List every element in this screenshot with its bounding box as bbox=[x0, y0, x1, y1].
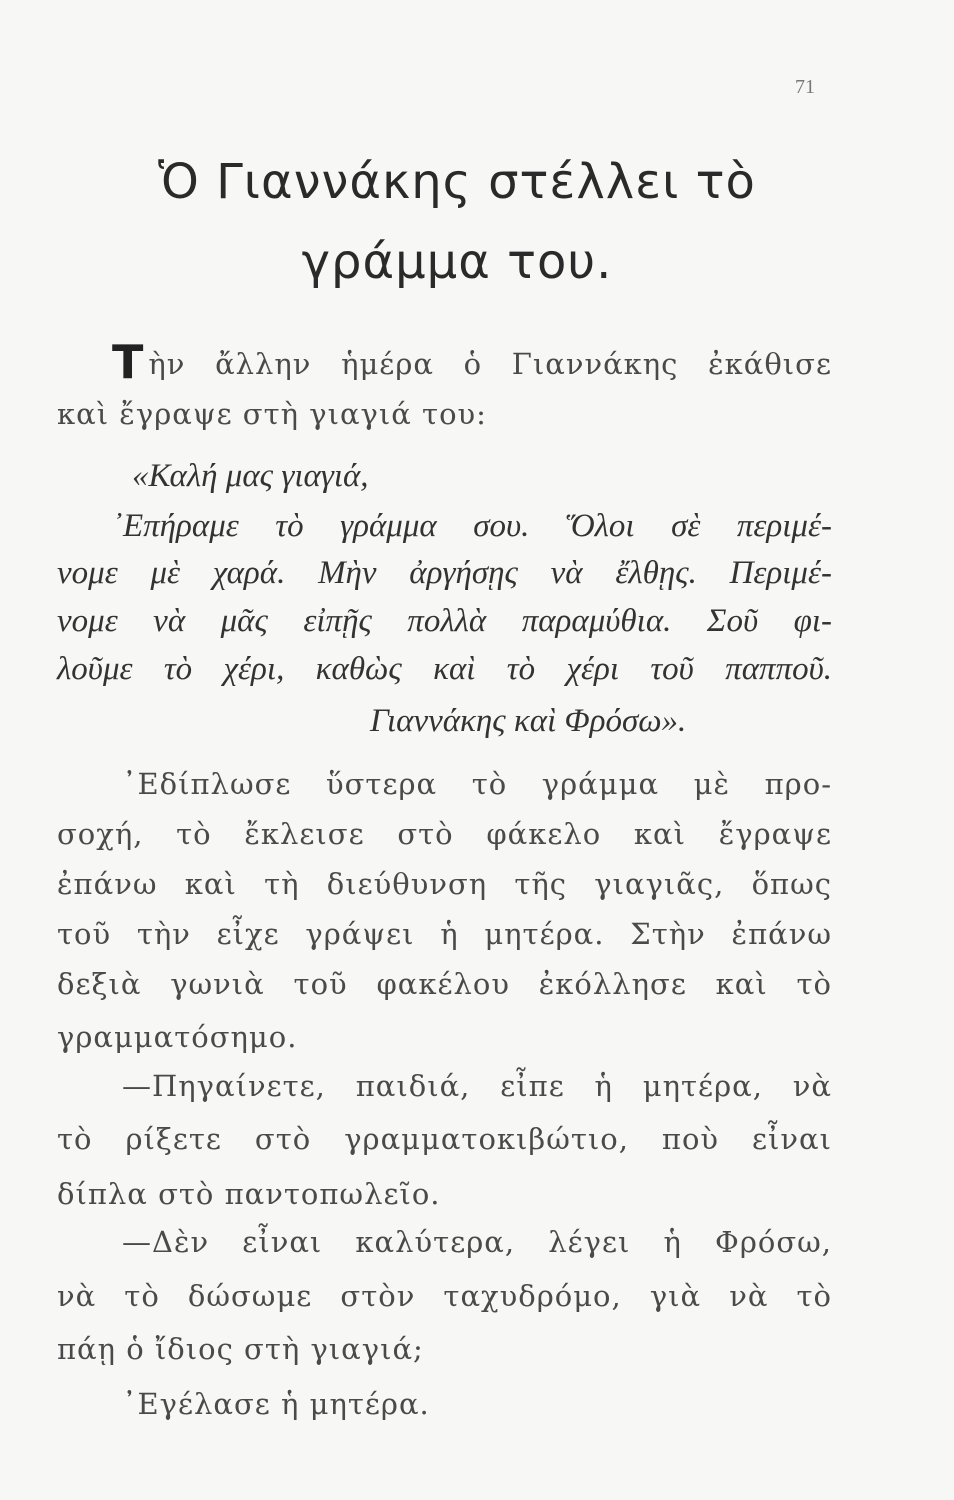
letter-signature: Γιαννάκης καὶ Φρόσω». bbox=[370, 703, 687, 739]
drop-cap: Τ bbox=[112, 335, 145, 389]
letter-greeting: «Καλή μας γιαγιά, bbox=[132, 458, 369, 494]
body-line: νὰ τὸ δώσωμε στὸν ταχυδρόμο, γιὰ νὰ τὸ bbox=[57, 1279, 832, 1313]
opening-line-1-text: ὴν ἄλλην ἡμέρα ὁ Γιαννάκης ἐκάθισε bbox=[148, 347, 832, 381]
letter-line: νομε νὰ μᾶς εἰπῇς πολλὰ παραμύθια. Σοῦ φι- bbox=[57, 603, 832, 639]
letter-line: νομε μὲ χαρά. Μὴν ἀργήσῃς νὰ ἔλθῃς. Περιμέ- bbox=[57, 555, 832, 591]
body-line: σοχή, τὸ ἔκλεισε στὸ φάκελο καὶ ἔγραψε bbox=[57, 817, 832, 851]
chapter-title-line-1: Ὁ Γιαννάκης στέλλει τὸ bbox=[158, 154, 756, 210]
letter-line: λοῦμε τὸ χέρι, καθὼς καὶ τὸ χέρι τοῦ παπποῦ. bbox=[57, 651, 832, 687]
body-line: δεξιὰ γωνιὰ τοῦ φακέλου ἐκόλλησε καὶ τὸ bbox=[57, 967, 832, 1001]
body-line: ἐπάνω καὶ τὴ διεύθυνση τῆς γιαγιᾶς, ὅπως bbox=[57, 867, 832, 901]
letter-line: ᾿Επήραμε τὸ γράμμα σου. Ὅλοι σὲ περιμέ- bbox=[112, 508, 832, 544]
body-line: ᾿Εγέλασε ἡ μητέρα. bbox=[122, 1387, 430, 1421]
body-line: ᾿Εδίπλωσε ὕστερα τὸ γράμμα μὲ προ- bbox=[122, 767, 832, 801]
body-line: γραμματόσημο. bbox=[57, 1020, 298, 1054]
dialogue-line: —Δὲν εἶναι καλύτερα, λέγει ἡ Φρόσω, bbox=[122, 1225, 832, 1259]
body-line: δίπλα στὸ παντοπωλεῖο. bbox=[57, 1177, 441, 1211]
page-number: 71 bbox=[795, 76, 815, 98]
body-line: πάῃ ὁ ἴδιος στὴ γιαγιά; bbox=[57, 1332, 424, 1366]
opening-line-1 bbox=[112, 335, 832, 389]
body-line: τοῦ τὴν εἶχε γράψει ἡ μητέρα. Στὴν ἐπάνω bbox=[57, 917, 832, 951]
dialogue-line: —Πηγαίνετε, παιδιά, εἶπε ἡ μητέρα, νὰ bbox=[122, 1069, 832, 1103]
chapter-title-line-2: γράμμα του. bbox=[301, 234, 613, 290]
body-line: τὸ ρίξετε στὸ γραμματοκιβώτιο, ποὺ εἶναι bbox=[57, 1122, 832, 1156]
opening-line-2: καὶ ἔγραψε στὴ γιαγιά του: bbox=[57, 397, 487, 431]
